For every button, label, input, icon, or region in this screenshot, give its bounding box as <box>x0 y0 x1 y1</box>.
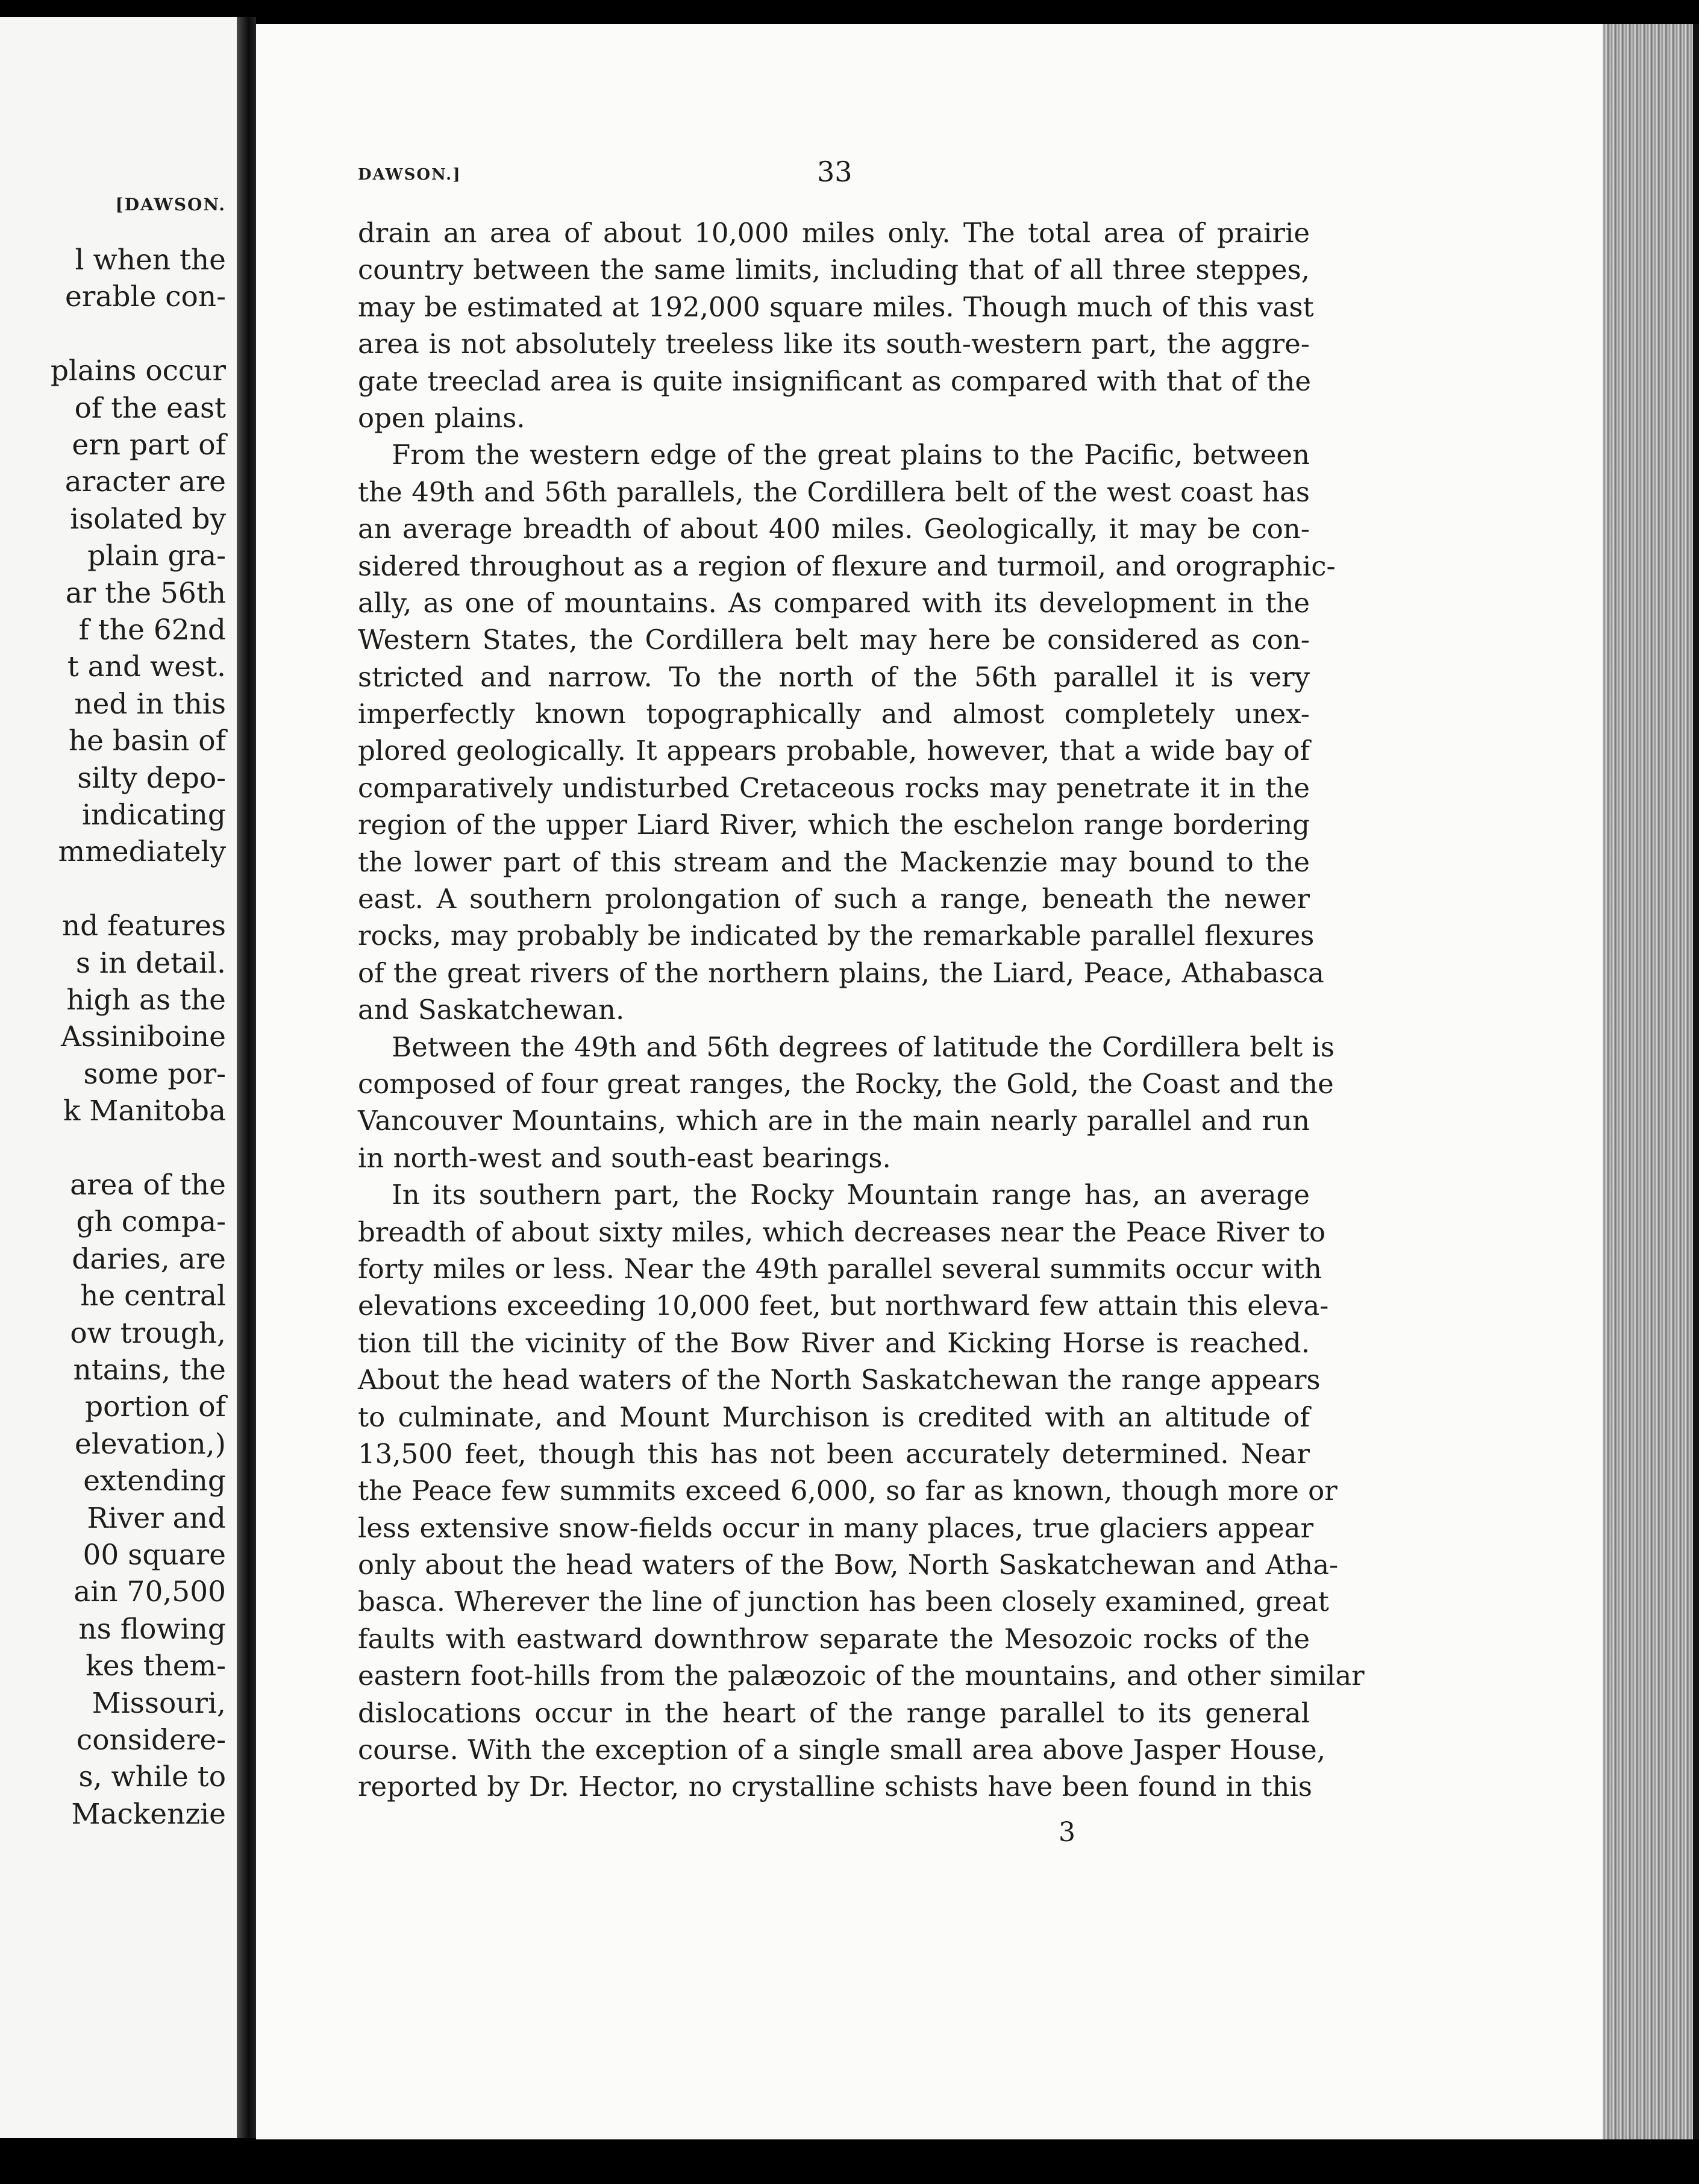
left-page-line: s, while to <box>78 1760 226 1794</box>
paragraph <box>358 1029 1334 1177</box>
text-line: composed of four great ranges, the Rocky, the Gold, the Coast and the <box>358 1067 1334 1100</box>
page-number: 33 <box>817 155 853 188</box>
left-page-line: of the east <box>74 391 226 425</box>
text-line: sidered throughout as a region of flexure and turmoil, and orographic- <box>358 550 1336 582</box>
text-line: In its southern part, the Rocky Mountain range has, an average <box>392 1179 1310 1211</box>
left-page-line: l when the <box>75 243 226 277</box>
left-page-line: ern part of <box>72 428 226 462</box>
text-line: the lower part of this stream and the Mackenzie may bound to the <box>358 846 1310 878</box>
left-page-line: Mackenzie <box>71 1797 226 1831</box>
left-page-line: ow trough, <box>70 1316 226 1350</box>
left-page-line: ns flowing <box>78 1612 226 1646</box>
text-line: reported by Dr. Hector, no crystalline schists have been found in this <box>358 1771 1313 1803</box>
text-line: to culminate, and Mount Murchison is credited with an altitude of <box>358 1401 1310 1433</box>
left-page-line: area of the <box>70 1169 226 1202</box>
running-head: DAWSON.] <box>358 166 462 184</box>
left-page-line: high as the <box>66 984 226 1017</box>
left-page-line: k Manitoba <box>63 1094 226 1128</box>
text-line: the Peace few summits exceed 6,000, so far as known, though more or <box>358 1475 1338 1507</box>
text-line: in north-west and south-east bearings. <box>358 1141 891 1174</box>
left-page-line: he central <box>80 1279 226 1313</box>
left-page-line: s in detail. <box>75 946 226 980</box>
text-line: only about the head waters of the Bow, North Saskatchewan and Atha- <box>358 1549 1339 1581</box>
left-page-line: gh compa- <box>76 1205 226 1239</box>
left-page-line: daries, are <box>72 1242 226 1276</box>
text-line: basca. Wherever the line of junction has been closely examined, great <box>358 1586 1329 1618</box>
body-text <box>358 215 1365 1806</box>
left-page-line: portion of <box>85 1390 226 1424</box>
text-line: Between the 49th and 56th degrees of latitude the Cordillera belt is <box>392 1031 1334 1063</box>
left-page-line: ntains, the <box>73 1354 226 1387</box>
text-line: faults with eastward downthrow separate the Mesozoic rocks of the <box>358 1622 1310 1655</box>
left-page-line: kes them- <box>86 1649 226 1683</box>
text-line: east. A southern prolongation of such a range, beneath the newer <box>358 883 1310 915</box>
text-line: of the great rivers of the northern plains, the Liard, Peace, Athabasca <box>358 956 1324 989</box>
left-page-line: Missouri, <box>92 1686 226 1720</box>
text-line: may be estimated at 192,000 square miles. Though much of this vast <box>358 290 1314 323</box>
book-gutter <box>237 17 256 2138</box>
text-line: imperfectly known topographically and almost completely unex- <box>358 698 1310 730</box>
text-line: country between the same limits, including that of all three steppes, <box>358 254 1310 286</box>
text-line: rocks, may probably be indicated by the remarkable parallel flexures <box>358 920 1315 952</box>
left-page-line: Assiniboine <box>60 1020 226 1054</box>
left-page-line: considere- <box>76 1724 226 1757</box>
left-page-line: erable con- <box>65 280 226 314</box>
text-line: less extensive snow-fields occur in many places, true glaciers appear <box>358 1511 1314 1544</box>
paragraph <box>358 436 1336 1028</box>
left-page-line: ned in this <box>74 687 226 721</box>
left-page-line: elevation,) <box>75 1427 226 1461</box>
text-line: dislocations occur in the heart of the range parallel to its general <box>358 1696 1310 1729</box>
left-page-line: ain 70,500 <box>74 1575 226 1609</box>
text-line: gate treeclad area is quite insignificant as compared with that of the <box>358 365 1311 397</box>
text-line: ally, as one of mountains. As compared with its development in the <box>358 586 1310 619</box>
text-line: course. With the exception of a single small area above Jasper House, <box>358 1734 1326 1766</box>
left-page-line: ar the 56th <box>65 576 226 610</box>
text-line: 13,500 feet, though this has not been accurately determined. Near <box>358 1437 1310 1470</box>
left-page-line: plain gra- <box>87 539 226 573</box>
left-page-line: nd features <box>61 909 226 943</box>
left-page-line: some por- <box>83 1057 226 1091</box>
text-line: Western States, the Cordillera belt may here be considered as con- <box>358 624 1310 656</box>
text-line: tion till the vicinity of the Bow River and Kicking Horse is reached. <box>358 1326 1310 1359</box>
text-line: stricted and narrow. To the north of the 56th parallel it is very <box>358 661 1310 693</box>
left-page-line: River and <box>87 1501 226 1535</box>
text-line: and Saskatchewan. <box>358 994 625 1026</box>
text-line: About the head waters of the North Saskatchewan the range appears <box>358 1364 1321 1396</box>
left-page-line: 00 square <box>83 1539 226 1572</box>
text-line: comparatively undisturbed Cretaceous rocks may penetrate it in the <box>358 771 1310 804</box>
text-line: the 49th and 56th parallels, the Cordillera belt of the west coast has <box>358 475 1310 508</box>
text-line: plored geologically. It appears probable, however, that a wide bay of <box>358 735 1310 767</box>
left-page-line: indicating <box>81 799 226 832</box>
text-line: region of the upper Liard River, which the eschelon range bordering <box>358 809 1310 841</box>
text-line: open plains. <box>358 401 525 434</box>
text-line: an average breadth of about 400 miles. Geologically, it may be con- <box>358 513 1310 545</box>
text-line: forty miles or less. Near the 49th parallel several summits occur with <box>358 1252 1322 1285</box>
left-running-head: [DAWSON. <box>115 195 226 215</box>
left-page-line: silty depo- <box>77 761 226 795</box>
text-line: From the western edge of the great plains to the Pacific, between <box>392 439 1310 471</box>
text-line: Vancouver Mountains, which are in the main nearly parallel and run <box>358 1105 1310 1137</box>
page-edge-stack <box>1603 24 1699 2139</box>
text-line: area is not absolutely treeless like its south-western part, the aggre- <box>358 328 1310 360</box>
left-page-line: plains occur <box>50 354 226 388</box>
left-page-line: he basin of <box>68 724 226 758</box>
left-page-line: mmediately <box>58 835 226 869</box>
left-facing-page <box>0 17 237 2138</box>
signature-mark: 3 <box>1059 1817 1075 1848</box>
left-page-line: isolated by <box>70 502 226 536</box>
text-line: breadth of about sixty miles, which decreases near the Peace River to <box>358 1216 1326 1248</box>
left-page-line: f the 62nd <box>78 613 226 647</box>
left-page-line: aracter are <box>64 465 226 499</box>
paragraph <box>358 1176 1365 1806</box>
text-line: eastern foot-hills from the palæozoic of the mountains, and other similar <box>358 1660 1365 1692</box>
paragraph <box>358 215 1314 436</box>
text-line: drain an area of about 10,000 miles only. The total area of prairie <box>358 217 1310 249</box>
left-page-line: extending <box>83 1464 226 1498</box>
text-line: elevations exceeding 10,000 feet, but northward few attain this eleva- <box>358 1290 1329 1322</box>
left-page-line: t and west. <box>67 650 226 684</box>
